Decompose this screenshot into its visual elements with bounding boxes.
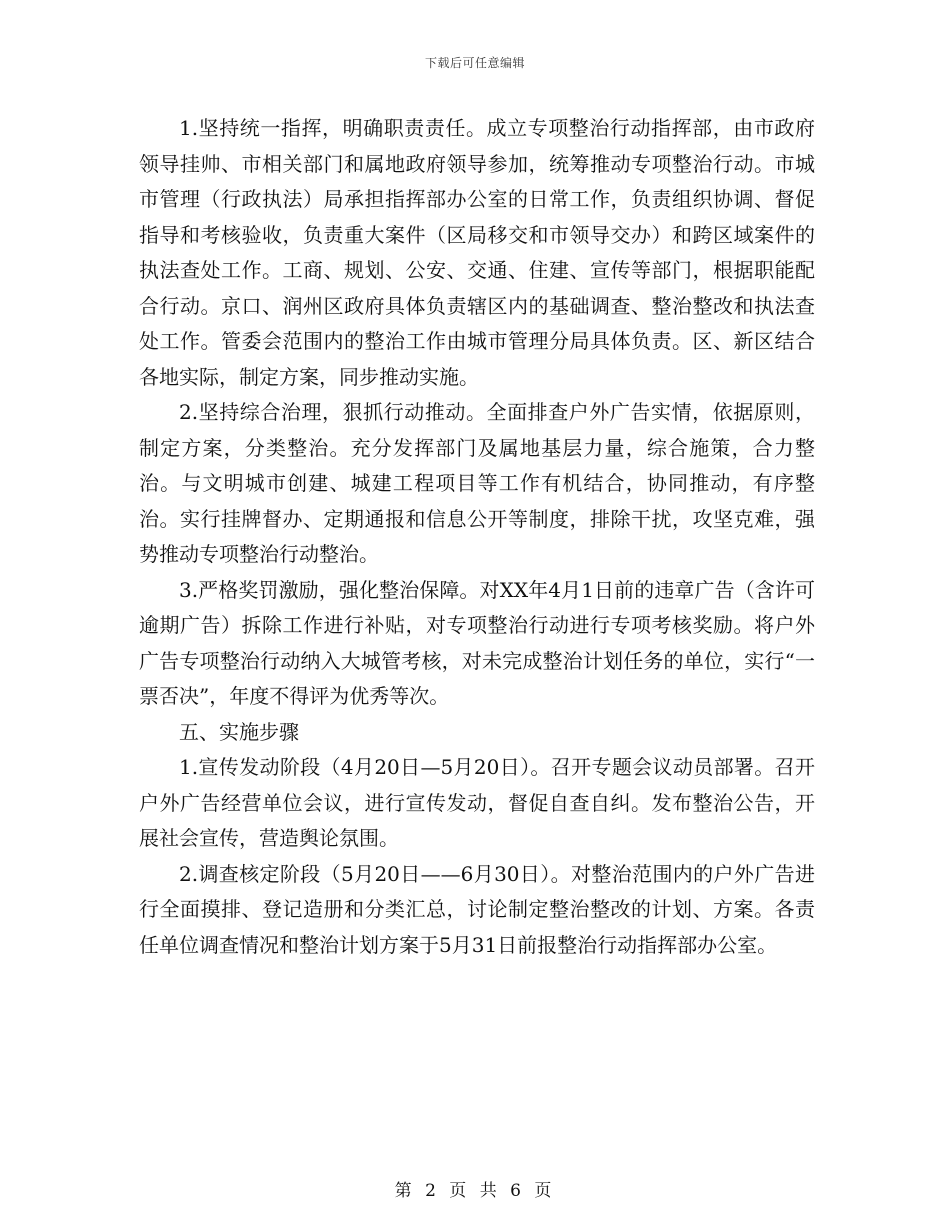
paragraph-rewards-penalties: 3.严格奖罚激励，强化整治保障。对XX年4月1日前的违章广告（含许可逾期广告）拆除工作进行补贴，对专项整治行动进行专项考核奖励。将户外广告专项整治行动纳入大城管考核，对未完成整治计划任务的单位，实行“一票否决”，年度不得评为优秀等次。	[139, 577, 815, 708]
page-header: 下载后可任意编辑	[424, 56, 525, 70]
document-body	[139, 111, 815, 963]
paragraph-comprehensive-governance: 2.坚持综合治理，狠抓行动推动。全面排查户外广告实情，依据原则，制定方案，分类整治。充分发挥部门及属地基层力量，综合施策，合力整治。与文明城市创建、城建工程项目等工作有机结合，协同推动，有序整治。实行挂牌督办、定期通报和信息公开等制度，排除干扰，攻坚克难，强势推动专项整治行动整治。	[139, 400, 815, 566]
section-heading-implementation-steps: 五、实施步骤	[179, 719, 299, 744]
paragraph-investigation-stage: 2.调查核定阶段（5月20日——6月30日）。对整治范围内的户外广告进行全面摸排、登记造册和分类汇总，讨论制定整治整改的计划、方案。各责任单位调查情况和整治计划方案于5月31日前报整治行动指挥部办公室。	[139, 861, 815, 957]
paragraph-publicity-stage: 1.宣传发动阶段（4月20日—5月20日）。召开专题会议动员部署。召开户外广告经营单位会议，进行宣传发动，督促自查自纠。发布整治公告，开展社会宣传，营造舆论氛围。	[139, 755, 815, 850]
page-number-footer: 第 2 页 共 6 页	[394, 1181, 556, 1201]
paragraph-unified-command: 1.坚持统一指挥，明确职责责任。成立专项整治行动指挥部，由市政府领导挂帅、市相关部门和属地政府领导参加，统筹推动专项整治行动。市城市管理（行政执法）局承担指挥部办公室的日常工作，负责组织协调、督促指导和考核验收，负责重大案件（区局移交和市领导交办）和跨区域案件的执法查处工作。工商、规划、公安、交通、住建、宣传等部门，根据职能配合行动。京口、润州区政府具体负责辖区内的基础调查、整治整改和执法查处工作。管委会范围内的整治工作由城市管理分局具体负责。区、新区结合各地实际，制定方案，同步推动实施。	[139, 116, 815, 389]
